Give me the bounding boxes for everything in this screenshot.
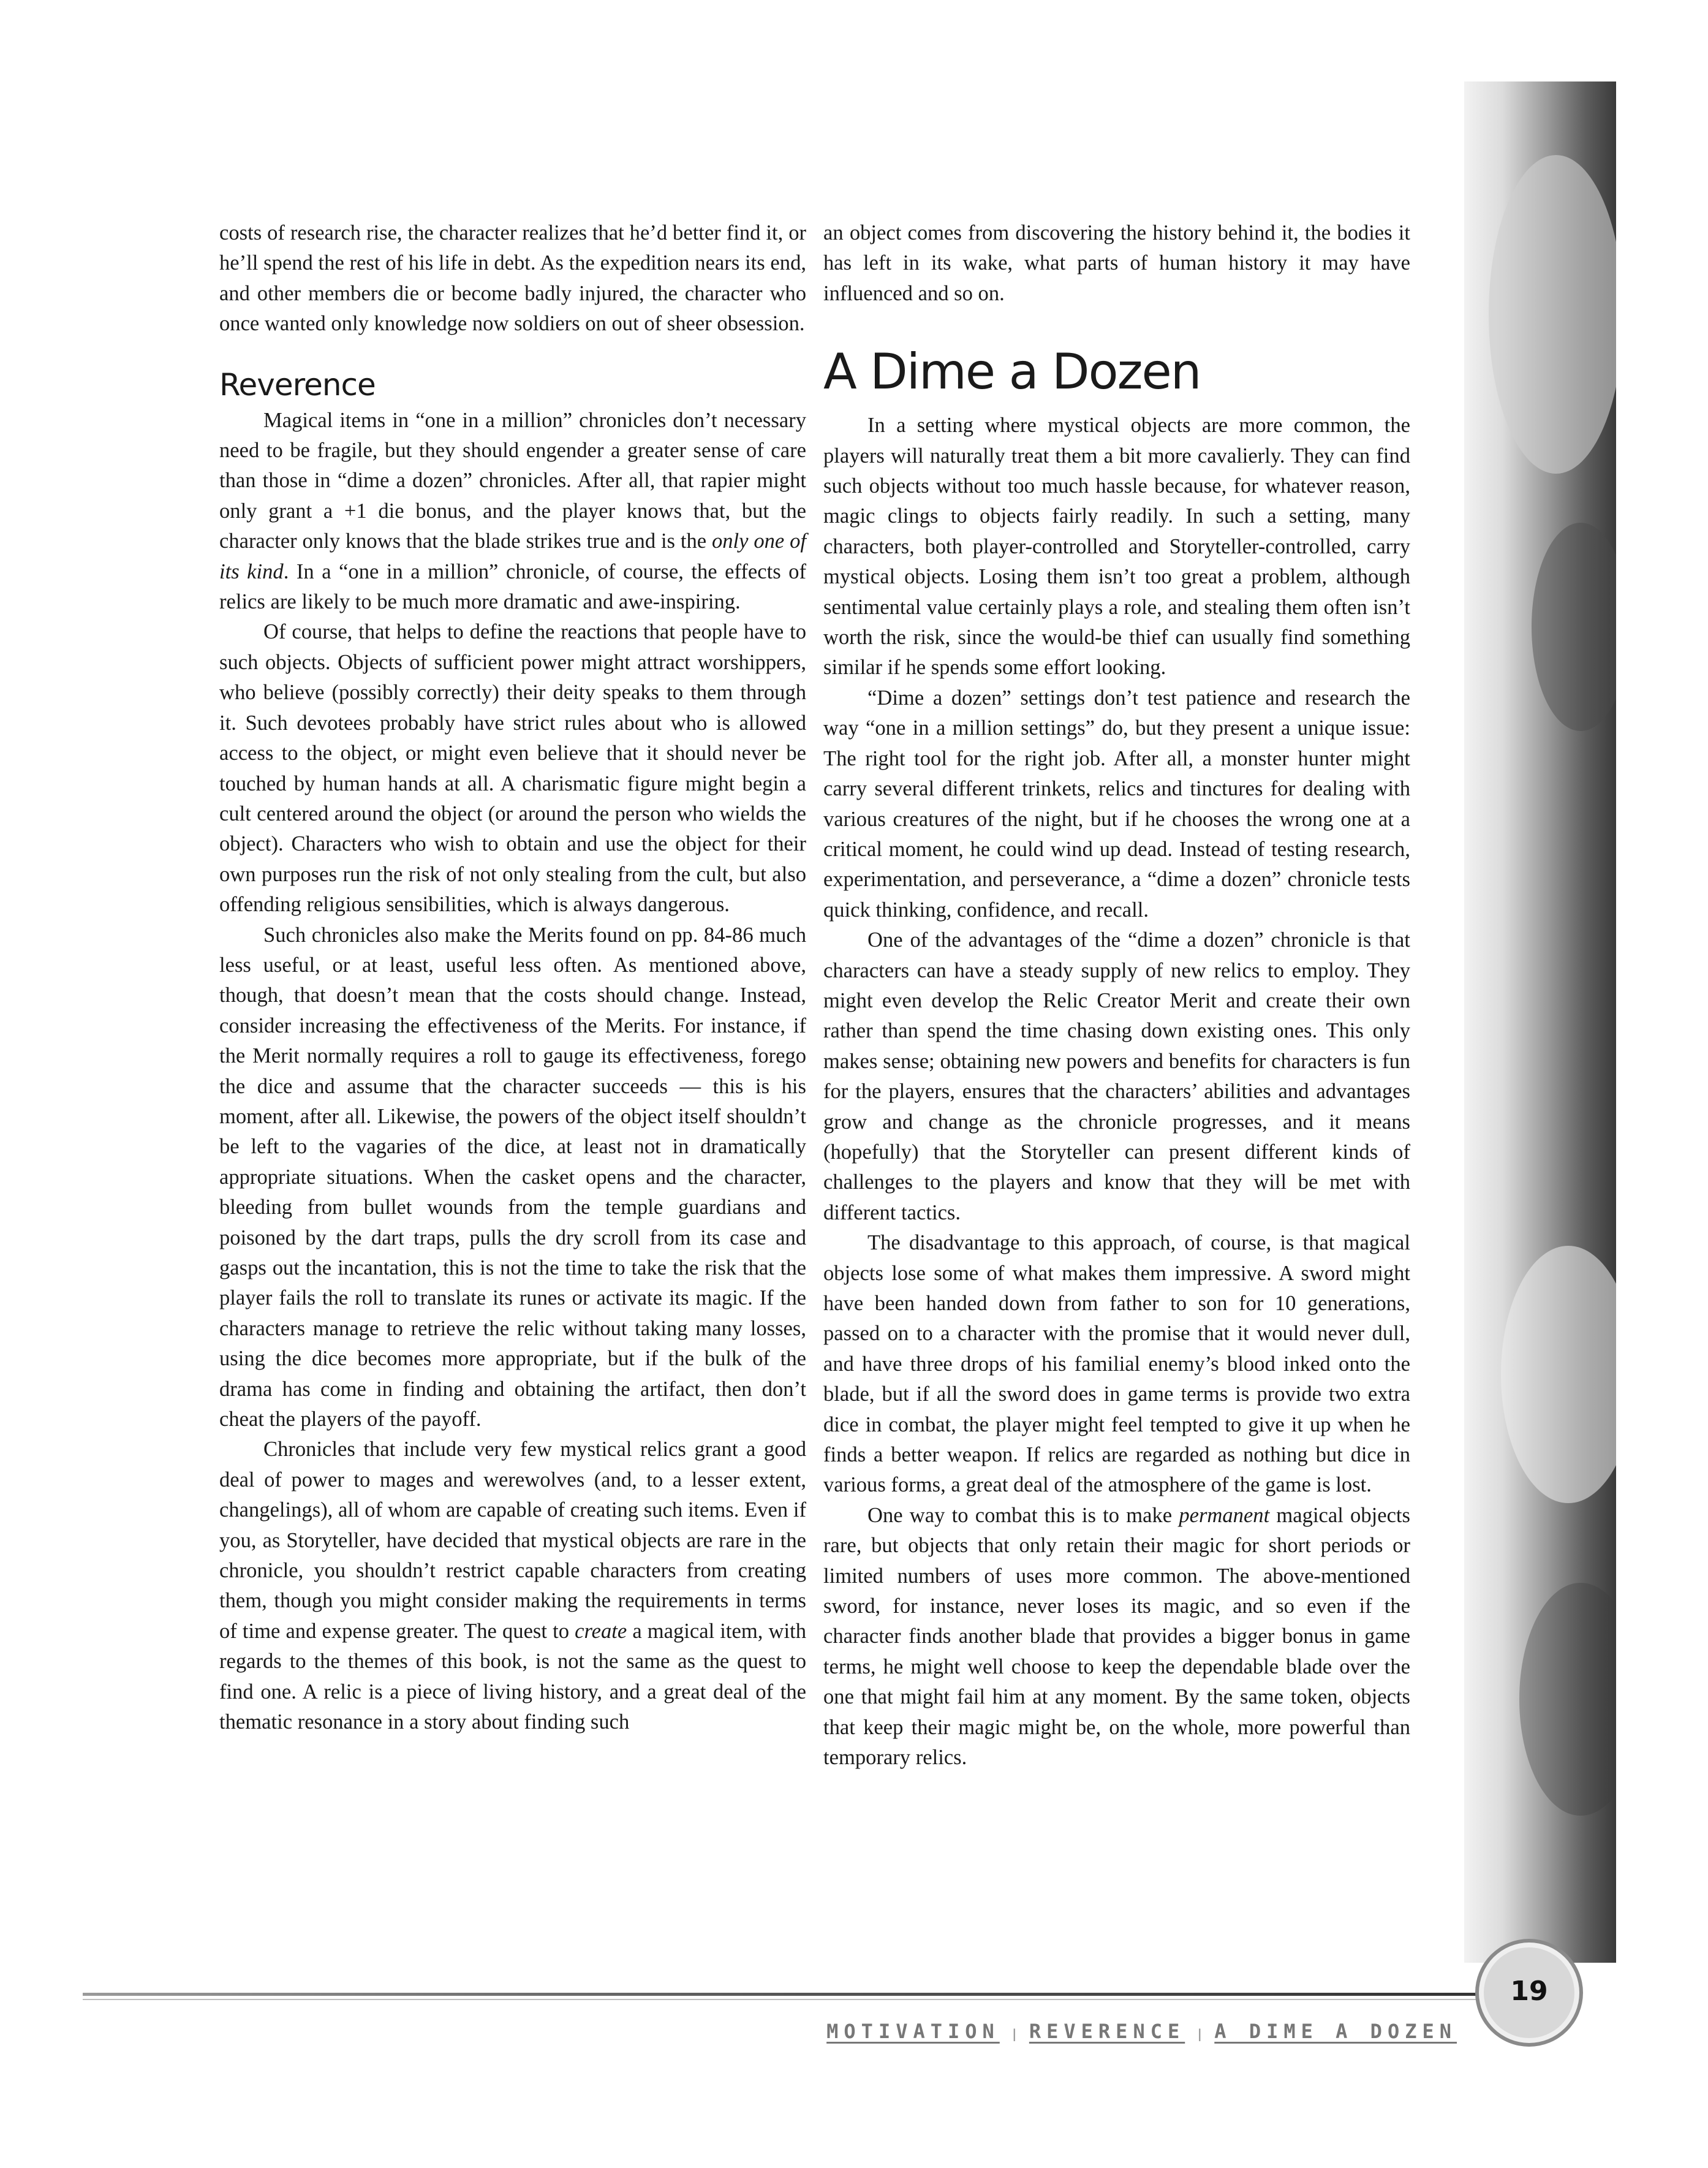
paragraph: Magical items in “one in a million” chronicles don’t necessary need to be fragile, but they should engender a greater sense of care than those in “dime a dozen” chronicles. After all, that rapier might only grant a +1 die bonus, and the player knows that, but the character only knows that the blade strikes true and is the only one of its kind. In a “one in a million” chronicle, of course, the effects of relics are likely to be much more dramatic and awe-inspiring. [219, 408, 806, 614]
paragraph: Such chronicles also make the Merits found on pp. 84-86 much less useful, or at least, useful less often. As mentioned above, though, that doesn’t mean that the costs should change. Instead, consider increasing the effectiveness of the Merits. For instance, if the Merit normally requires a roll to gauge its effectiveness, forego the dice and assume that the character succeeds — this is his moment, after all. Likewise, the powers of the object itself shouldn’t be left to the vagaries of the dice, at least not in dramatically appropriate situations. When the casket opens and the character, bleeding from bullet wounds from the temple guardians and poisoned by the dart traps, pulls the dry scroll from its case and gasps out the incantation, this is not the time to take the risk that the player fails the roll to translate its runes or activate its magic. If the characters manage to retrieve the relic without taking many losses, using the dice becomes more appropriate, but if the bulk of the drama has come in finding and obtaining the artifact, then don’t cheat the players of the payoff. [219, 923, 806, 1431]
paragraph: Of course, that helps to define the reactions that people have to such objects. Objects of sufficient power might attract worshippers, who believe (possibly correctly) their deity speaks to them through it. Such devotees probably have strict rules about who is allowed access to the object, or might even believe that it should never be touched by human hands at all. A charismatic figure might begin a cult centered around the object (or around the person who wields the object). Characters who wish to obtain and use the object for their own purposes run the risk of not only stealing from the cult, but also offending religious sensibilities, which is always dangerous. [219, 620, 806, 917]
breadcrumb-motivation: MOTIVATION [826, 2020, 1000, 2043]
subheading-reverence: Reverence [219, 366, 376, 403]
paragraph: an object comes from discovering the history behind it, the bodies it has left in its wake, what parts of human history it may have influenced and so on. [823, 221, 1410, 305]
paragraph: The disadvantage to this approach, of course, is that magical objects lose some of what makes them impressive. A sword might have been handed down from father to son for 10 generations, passed on to a character with the promise that it would never dull, and have three drops of his familial enemy’s blood inked onto the blade, but if all the sword does in game terms is provide two extra dice in combat, the player might feel tempted to give it up when he finds a better weapon. If relics are regarded as nothing but dice in various forms, a great deal of the atmosphere of the game is lost. [823, 1231, 1410, 1497]
paragraph: In a setting where mystical objects are more common, the players will naturally treat them a bit more cavalierly. They can find such objects without too much hassle because, for whatever reason, magic clings to objects fairly readily. In such a setting, many characters, both player-controlled and Storyteller-controlled, carry mystical objects. Losing them isn’t too great a problem, although sentimental value certainly plays a role, and stealing them often isn’t worth the risk, since the would-be thief can usually find something similar if he spends some effort looking. [823, 414, 1410, 680]
paragraph: “Dime a dozen” settings don’t test patience and research the way “one in a million settings” do, but they present a unique issue: The right tool for the right job. After all, a monster hunter might carry several different trinkets, relics and tinctures for dealing with various creatures of the night, but if he chooses the wrong one at a critical moment, he could wind up dead. Instead of testing research, experimentation, and perseverance, a “dime a dozen” chronicle tests quick thinking, confidence, and recall. [823, 686, 1410, 922]
decorative-side-artwork [1464, 81, 1616, 1963]
paragraph: One of the advantages of the “dime a dozen” chronicle is that characters can have a steady supply of new relics to employ. They might even develop the Relic Creator Merit and create their own rather than spend the time chasing down existing ones. This only makes sense; obtaining new powers and benefits for characters is fun for the players, ensures that the characters’ abilities and advantages grow and change as the chronicle progresses, and it means (hopefully) that the Storyteller can present different kinds of challenges to the players and know that they will be met with different tactics. [823, 928, 1410, 1224]
footer-rule [83, 1993, 1492, 1996]
footer-rule-thin [83, 1999, 1492, 2000]
page-number: 19 [1510, 1976, 1548, 2007]
paragraph: One way to combat this is to make permanent magical objects rare, but objects that only retain their magic for short periods or limited numbers of uses more common. The above-mentioned sword, for instance, never loses its magic, and so even if the character finds another blade that provides a bigger bonus in game terms, he might well choose to keep the dependable blade over the one that might fail him at any moment. By the same token, objects that keep their magic might be, on the whole, more powerful than temporary relics. [823, 1503, 1410, 1770]
breadcrumb-dime-a-dozen: A DIME A DOZEN [1214, 2020, 1457, 2043]
page-number-badge [1484, 1947, 1574, 2038]
paragraph: Chronicles that include very few mystical relics grant a good deal of power to mages and werewolves (and, to a lesser extent, changelings), all of whom are capable of creating such items. Even if you, as Storyteller, have decided that mystical objects are rare in the chronicle, you shouldn’t restrict capable characters from creating them, though you might consider making the requirements in terms of time and expense greater. The quest to create a magical item, with regards to the themes of this book, is not the same as the quest to find one. A relic is a piece of living history, and a great deal of the thematic resonance in a story about finding such [219, 1438, 806, 1734]
paragraph: costs of research rise, the character realizes that he’d better find it, or he’ll spend the rest of his life in debt. As the expedition nears its end, and other members die or become badly injured, the character who once wanted only knowledge now soldiers on out of sheer obsession. [219, 221, 806, 336]
right-text-column [823, 218, 1410, 1773]
breadcrumb-reverence: REVERENCE [1029, 2020, 1185, 2043]
breadcrumb-separator: | [1196, 2026, 1204, 2041]
section-heading-dime-a-dozen: A Dime a Dozen [823, 343, 1201, 401]
breadcrumb-separator: | [1010, 2026, 1018, 2041]
left-text-column [219, 218, 806, 1738]
chapter-breadcrumb [826, 2020, 1457, 2043]
